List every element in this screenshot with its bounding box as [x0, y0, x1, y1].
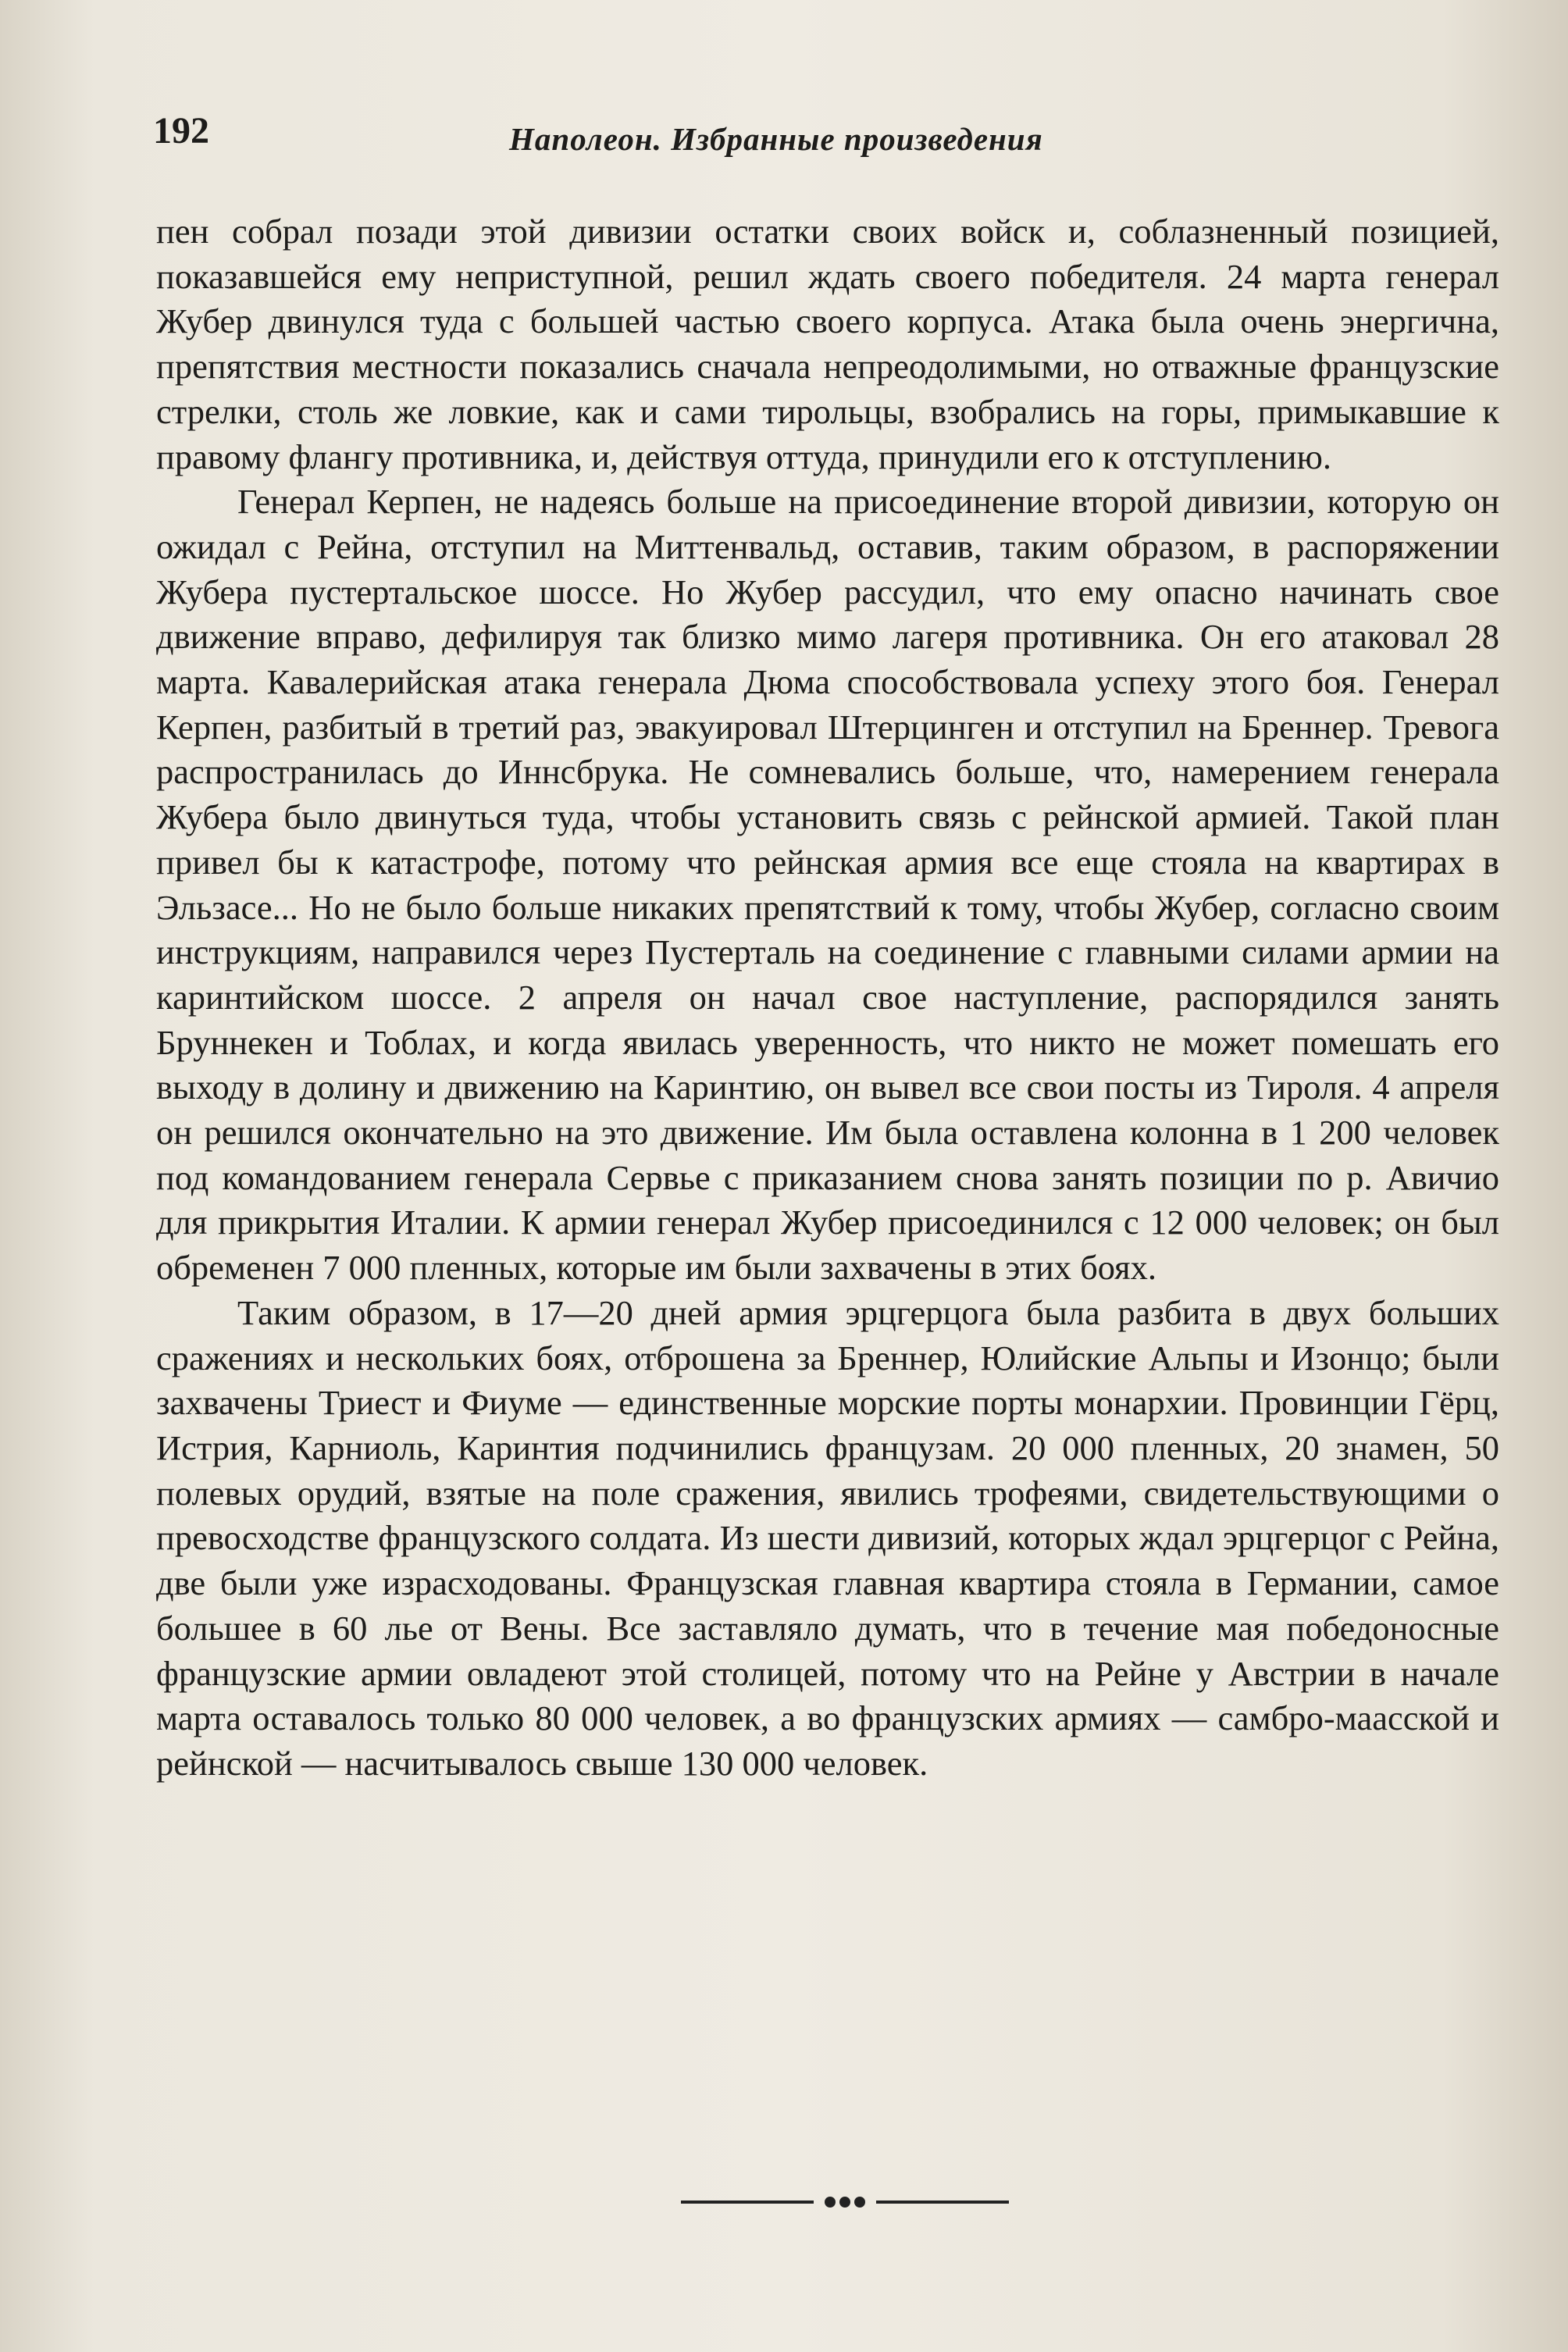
paragraph-2: Генерал Керпен, не надеясь больше на присоединение второй дивизии, которую он ожидал с Рейна, отступил на Миттенвальд, оставив, таким образом, в распоряжении Жубера пустертальское шоссе. Но Жубер рассудил, что ему опасно начинать свое движение вправо, дефилируя так близко мимо лагеря противника. Он его атаковал 28 марта. Кавалерийская атака генерала Дюма способствовала успеху этого боя. Генерал Керпен, разбитый в третий раз, эвакуировал Штерцинген и отступил на Бреннер. Тревога распространилась до Иннсбрука. Не сомневались больше, что, намерением генерала Жубера было двинуться туда, чтобы установить связь с рейнской армией. Такой план привел бы к катастрофе, потому что рейнская армия все еще стояла на квартирах в Эльзасе... Но не было больше никаких препятствий к тому, чтобы Жубер, согласно своим инструкциям, направился через Пустерталь на соединение с главными силами армии на каринтийском шоссе. 2 апреля он начал свое наступление, распорядился занять Бруннекен и Тоблах, и когда явилась уверенность, что никто не может помешать его выходу в долину и движению на Каринтию, он вывел все свои посты из Тироля. 4 апреля он решился окончательно на это движение. Им была оставлена колонна в 1 200 человек под командованием генерала Сервье с приказанием снова занять позиции по р. Авичио для прикрытия Италии. К армии генерал Жубер присоединился с 12 000 человек; он был обременен 7 000 пленных, которые им были захвачены в этих боях.	[156, 482, 1499, 1288]
paragraph-1: пен собрал позади этой дивизии остатки своих войск и, соблазненный позицией, показавшейся ему неприступной, решил ждать своего победителя. 24 марта генерал Жубер двинулся туда с большей частью своего корпуса. Атака была очень энергична, препятствия местности показались сначала непреодолимыми, но отважные французские стрелки, столь же ловкие, как и сами тирольцы, взобрались на горы, примыкавшие к правому флангу противника, и, действуя оттуда, принудили его к отступлению.	[156, 212, 1499, 476]
page-number: 192	[153, 110, 209, 151]
end-ornament	[681, 2193, 1009, 2211]
page-header	[153, 109, 1449, 172]
paragraph-3: Таким образом, в 17—20 дней армия эрцгерцога была разбита в двух больших сражениях и нескольких боях, отброшена за Бреннер, Юлийские Альпы и Изонцо; были захвачены Триест и Фиуме — единственные морские порты монархии. Провинции Гёрц, Истрия, Карниоль, Каринтия подчинились французам. 20 000 пленных, 20 знамен, 50 полевых орудий, взятые на поле сражения, явились трофеями, свидетельствующими о превосходстве французского солдата. Из шести дивизий, которых ждал эрцгерцог с Рейна, две были уже израсходованы. Французская главная квартира стояла в Германии, самое большее в 60 лье от Вены. Все заставляло думать, что в течение мая победоносные французские армии овладеют этой столицей, потому что на Рейне у Австрии в начале марта оставалось только 80 000 человек, а во французских армиях — самбро-маасской и рейнской — насчитывалось свыше 130 000 человек.	[156, 1292, 1499, 1783]
body-text	[156, 209, 1499, 1787]
ornament-dot	[825, 2197, 836, 2208]
ornament-line-right	[876, 2201, 1009, 2204]
ornament-line-left	[681, 2201, 814, 2204]
ornament-dot	[839, 2197, 850, 2208]
ornament-dot	[854, 2197, 865, 2208]
running-title: Наполеон. Избранные произведения	[509, 121, 1043, 157]
